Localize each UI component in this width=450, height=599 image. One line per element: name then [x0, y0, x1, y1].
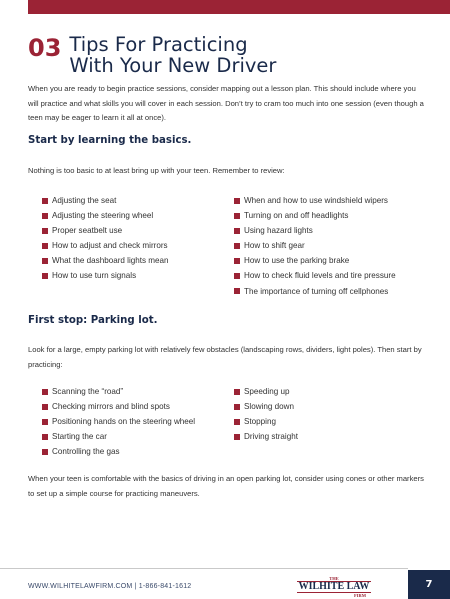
- bullet-icon: [234, 228, 240, 234]
- bullet-icon: [234, 434, 240, 440]
- page-title-line-1: Tips For Practicing: [69, 33, 248, 56]
- list-item: Checking mirrors and blind spots: [42, 399, 195, 414]
- basics-list-left: [42, 193, 169, 284]
- list-item: Stopping: [234, 414, 298, 429]
- page-title: [69, 34, 276, 76]
- section-heading: [28, 34, 276, 76]
- firm-logo: [296, 577, 372, 597]
- list-item: Scanning the “road”: [42, 384, 195, 399]
- bullet-icon: [42, 258, 48, 264]
- list-item: What the dashboard lights mean: [42, 253, 169, 268]
- footer-divider: [0, 568, 408, 569]
- footer-contact: WWW.WILHITELAWFIRM.COM | 1-866-841-1612: [28, 583, 192, 590]
- logo-sub-text: FIRM: [354, 593, 366, 598]
- list-item: How to use the parking brake: [234, 253, 396, 268]
- list-item: Turning on and off headlights: [234, 208, 396, 223]
- list-item: Adjusting the seat: [42, 193, 169, 208]
- list-item: Positioning hands on the steering wheel: [42, 414, 195, 429]
- list-item: When and how to use windshield wipers: [234, 193, 396, 208]
- parking-lot-intro: Look for a large, empty parking lot with relatively few obstacles (landscaping rows, dividers, light poles). Then start by practicing:: [28, 345, 422, 369]
- basics-heading: Start by learning the basics.: [28, 135, 192, 146]
- page-title-line-2: With Your New Driver: [69, 54, 277, 77]
- parking-list-right: [234, 384, 298, 444]
- bullet-icon: [42, 243, 48, 249]
- list-item: Adjusting the steering wheel: [42, 208, 169, 223]
- list-item: How to adjust and check mirrors: [42, 238, 169, 253]
- bullet-icon: [234, 404, 240, 410]
- parking-list-left: [42, 384, 195, 459]
- page-number-box: [408, 570, 450, 599]
- bullet-icon: [234, 288, 240, 294]
- bullet-icon: [42, 404, 48, 410]
- logo-top-text: THE: [329, 576, 339, 581]
- intro-paragraph: When you are ready to begin practice sessions, consider mapping out a lesson plan. This should include where you will practice and what skills you will cover in each session. Don’t try to cram too much into one session (even though a teen may be eager to learn it all at once).: [28, 84, 424, 122]
- list-item: Using hazard lights: [234, 223, 396, 238]
- bullet-icon: [42, 198, 48, 204]
- bullet-icon: [234, 258, 240, 264]
- bullet-icon: [42, 389, 48, 395]
- parking-lot-heading: First stop: Parking lot.: [28, 315, 158, 326]
- parking-lot-outro: When your teen is comfortable with the basics of driving in an open parking lot, consider using cones or other markers to set up a simple course for practicing maneuvers.: [28, 474, 424, 498]
- logo-main-text: WILHITE LAW: [298, 581, 370, 592]
- bullet-icon: [42, 419, 48, 425]
- top-accent-bar: [28, 0, 450, 14]
- list-item: Driving straight: [234, 429, 298, 444]
- bullet-icon: [42, 228, 48, 234]
- list-item: Slowing down: [234, 399, 298, 414]
- page-number: 7: [425, 579, 433, 590]
- list-item: How to use turn signals: [42, 268, 169, 283]
- list-item: Starting the car: [42, 429, 195, 444]
- list-item: Proper seatbelt use: [42, 223, 169, 238]
- bullet-icon: [234, 198, 240, 204]
- list-item: How to check fluid levels and tire pressure: [234, 268, 396, 283]
- bullet-icon: [42, 449, 48, 455]
- bullet-icon: [234, 419, 240, 425]
- bullet-icon: [42, 213, 48, 219]
- bullet-icon: [42, 434, 48, 440]
- list-item: The importance of turning off cellphones: [234, 284, 396, 299]
- basics-list-right: [234, 193, 396, 299]
- bullet-icon: [42, 273, 48, 279]
- bullet-icon: [234, 213, 240, 219]
- list-item: Speeding up: [234, 384, 298, 399]
- bullet-icon: [234, 273, 240, 279]
- section-number: 03: [28, 34, 62, 62]
- list-item: Controlling the gas: [42, 444, 195, 459]
- bullet-icon: [234, 389, 240, 395]
- list-item: How to shift gear: [234, 238, 396, 253]
- basics-intro: Nothing is too basic to at least bring up with your teen. Remember to review:: [28, 166, 285, 175]
- bullet-icon: [234, 243, 240, 249]
